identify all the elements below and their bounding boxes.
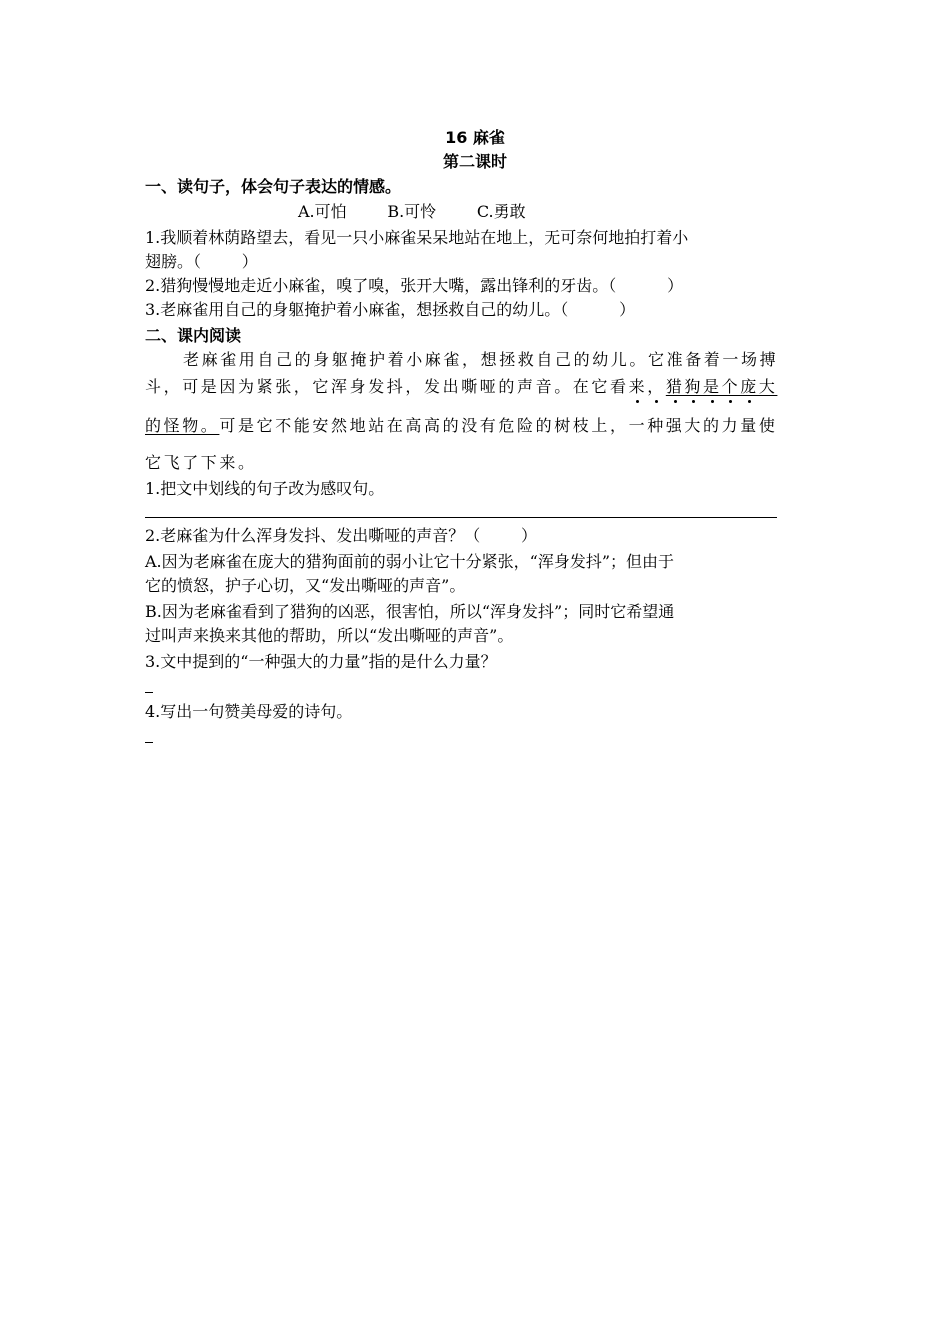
page-subtitle: 第二课时 [442,152,507,171]
passage-line-3 [145,414,810,438]
answer-line-3[interactable] [145,692,153,693]
passage-line-3-text: 可是它不能安然地站在高高的没有危险的树枝上， [219,416,629,435]
passage-line-3-end: 使 [758,416,778,435]
passage-line-2-text: 斗，可是因为紧张，它浑身发抖，发出嘶哑的声音。在它看来， [145,377,666,396]
reading-question-3: 3.文中提到的“一种强大的力量”指的是什么力量？ [145,652,497,671]
section2-heading: 二、课内阅读 [145,326,242,345]
emphasized-phrase [629,414,759,438]
passage-line-2 [145,375,810,399]
emphasized-phrase-text: 一种强大的力量 [628,416,759,435]
question-1-line-2: 翅膀。（ ） [145,252,258,271]
passage-line-4: 它飞了下来。 [145,453,257,472]
passage-line-1: 老麻雀用自己的身躯掩护着小麻雀，想拯救自己的幼儿。它准备着一场搏 [183,350,779,369]
page-title: 16 麻雀 [445,128,505,147]
answer-line-1[interactable] [145,517,777,518]
reading-question-1: 1.把文中划线的句子改为感叹句。 [145,479,385,498]
underlined-sentence-part-1: 猎狗是个庞大 [665,377,778,396]
question-3: 3.老麻雀用自己的身躯掩护着小麻雀，想拯救自己的幼儿。（ ） [145,300,636,319]
answer-line-4[interactable] [145,742,153,743]
question-2: 2.猎狗慢慢地走近小麻雀，嗅了嗅，张开大嘴，露出锋利的牙齿。（ ） [145,276,684,295]
emphasis-dots [629,400,759,403]
option-a-line-1: A.因为老麻雀在庞大的猎狗面前的弱小让它十分紧张，“浑身发抖”；但由于 [145,552,675,571]
section1-heading: 一、读句子，体会句子表达的情感。 [145,177,402,196]
option-a-line-2: 它的愤怒，护子心切，又“发出嘶哑的声音”。 [145,576,466,595]
emotion-options: A.可怕 B.可怜 C.勇敢 [298,202,526,221]
underlined-sentence-part-2: 的怪物。 [145,416,220,435]
option-b-line-1: B.因为老麻雀看到了猎狗的凶恶，很害怕，所以“浑身发抖”；同时它希望通 [145,602,675,621]
option-b-line-2: 过叫声来换来其他的帮助，所以“发出嘶哑的声音”。 [145,626,514,645]
reading-question-2: 2.老麻雀为什么浑身发抖、发出嘶哑的声音？（ ） [145,526,537,545]
reading-question-4: 4.写出一句赞美母爱的诗句。 [145,702,353,721]
question-1-line-1: 1.我顺着林荫路望去，看见一只小麻雀呆呆地站在地上，无可奈何地拍打着小 [145,228,689,247]
